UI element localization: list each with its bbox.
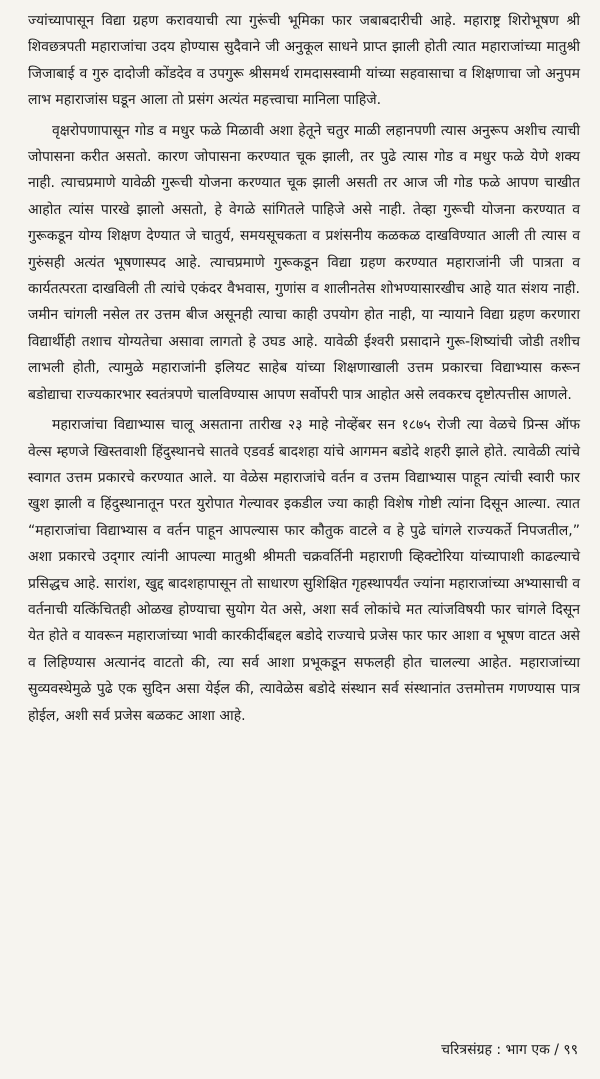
page-footer: चरित्रसंग्रह : भाग एक / ९९	[441, 1042, 578, 1058]
paragraph-2: वृक्षरोपणापासून गोड व मधुर फळे मिळावी अशा हेतूने चतुर माळी लहानपणी त्यास अनुरूप अशीच त्याची जोपासना करीत असतो. कारण जोपासना करण्यात चूक झाली, तर पुढे त्यास गोड व मधुर फळे येणे शक्य नाही. त्याचप्रमाणे यावेळी गुरूची योजना करण्यात चूक झाली असती तर आज जी गोड फळे आपण चाखीत आहोत त्यांस पारखे झालो असतो, हे वेगळे सांगितले पाहिजे असे नाही. तेव्हा गुरूची योजना करण्यात व गुरूकडून योग्य शिक्षण देण्यात जे चातुर्य, समयसूचकता व प्रशंसनीय कळकळ दाखविण्यात आली ती त्यास व गुरुंसही अत्यंत भूषणास्पद आहे. त्याचप्रमाणे गुरूकडून विद्या ग्रहण करण्यात महाराजांनी जी पात्रता व कार्यतत्परता दाखविली ती त्यांचे एकंदर वैभवास, गुणांस व शालीनतेस शोभण्यासारखीच आहे यात संशय नाही. जमीन चांगली नसेल तर उत्तम बीज असूनही त्याचा काही उपयोग होत नाही, या न्यायाने विद्या ग्रहण करणारा विद्यार्थीही तशाच योग्यतेचा असावा लागतो हे उघड आहे. यावेळी ईश्वरी प्रसादाने गुरू-शिष्यांची जोडी तशीच लाभली होती, त्यामुळे महाराजांनी इलियट साहेब यांच्या शिक्षणाखाली उत्तम प्रकारचा विद्याभ्यास करून बडोद्याचा राज्यकारभार स्वतंत्रपणे चालविण्यास आपण सर्वोपरी पात्र आहोत असे लवकरच दृष्टोत्पत्तीस आणले.	[28, 122, 580, 403]
paragraph-3: महाराजांचा विद्याभ्यास चालू असताना तारीख २३ माहे नोव्हेंबर सन १८७५ रोजी त्या वेळचे प्रिन्स ऑफ वेल्स म्हणजे खिस्तवाशी हिंदुस्थानचे सातवे एडवर्ड बादशहा यांचे आगमन बडोदे शहरी झाले होते. त्यावेळी त्यांचे स्वागत उत्तम प्रकारचे करण्यात आले. या वेळेस महाराजांचे वर्तन व उत्तम विद्याभ्यास पाहून त्यांची स्वारी फार खुश झाली व हिंदुस्थानातून परत युरोपात गेल्यावर इकडील ज्या काही विशेष गोष्टी त्यांना दिसून आल्या. त्यात “महाराजांचा विद्याभ्यास व वर्तन पाहून आपल्यास फार कौतुक वाटले व हे पुढे चांगले राज्यकर्ते निपजतील,” अशा प्रकारचे उद्‌गार त्यांनी आपल्या मातुश्री श्रीमती चक्रवर्तिनी महाराणी व्हिक्टोरिया यांच्यापाशी काढल्याचे प्रसिद्धच आहे. सारांश, खुद्द बादशहापासून तो साधारण सुशिक्षित गृहस्थापर्यंत ज्यांना महाराजांच्या अभ्यासाची व वर्तनाची यत्किंचितही ओळख होण्याचा सुयोग येत असे, अशा सर्व लोकांचे मत त्यांजविषयी फार चांगले दिसून येत होते व यावरून महाराजांच्या भावी कारकीर्दीबद्दल बडोदे राज्याचे प्रजेस फार फार आशा व भूषण वाटत असे व लिहिण्यास अत्यानंद वाटतो की, त्या सर्व आशा प्रभूकडून सफलही होत चालल्या आहेत. महाराजांच्या सुव्यवस्थेमुळे पुढे एक सुदिन असा येईल की, त्यावेळेस बडोदे संस्थान सर्व संस्थानांत उत्तमोत्तम गणण्यास पात्र होईल, अशी सर्व प्रजेस बळकट आशा आहे.	[28, 417, 580, 724]
paragraph-1: ज्यांच्यापासून विद्या ग्रहण करावयाची त्या गुरूंची भूमिका फार जबाबदारीची आहे. महाराष्ट्र शिरोभूषण श्री शिवछत्रपती महाराजांचा उदय होण्यास सुदैवाने जी अनुकूल साधने प्राप्त झाली होती त्यात महाराजांच्या मातुश्री जिजाबाई व गुरु दादोजी कोंडदेव व उपगुरू श्रीसमर्थ रामदासस्वामी यांच्या सहवासाचा व शिक्षणाचा जो अनुपम लाभ महाराजांस घडून आला तो प्रसंग अत्यंत महत्त्वाचा मानिला पाहिजे.	[28, 13, 580, 109]
